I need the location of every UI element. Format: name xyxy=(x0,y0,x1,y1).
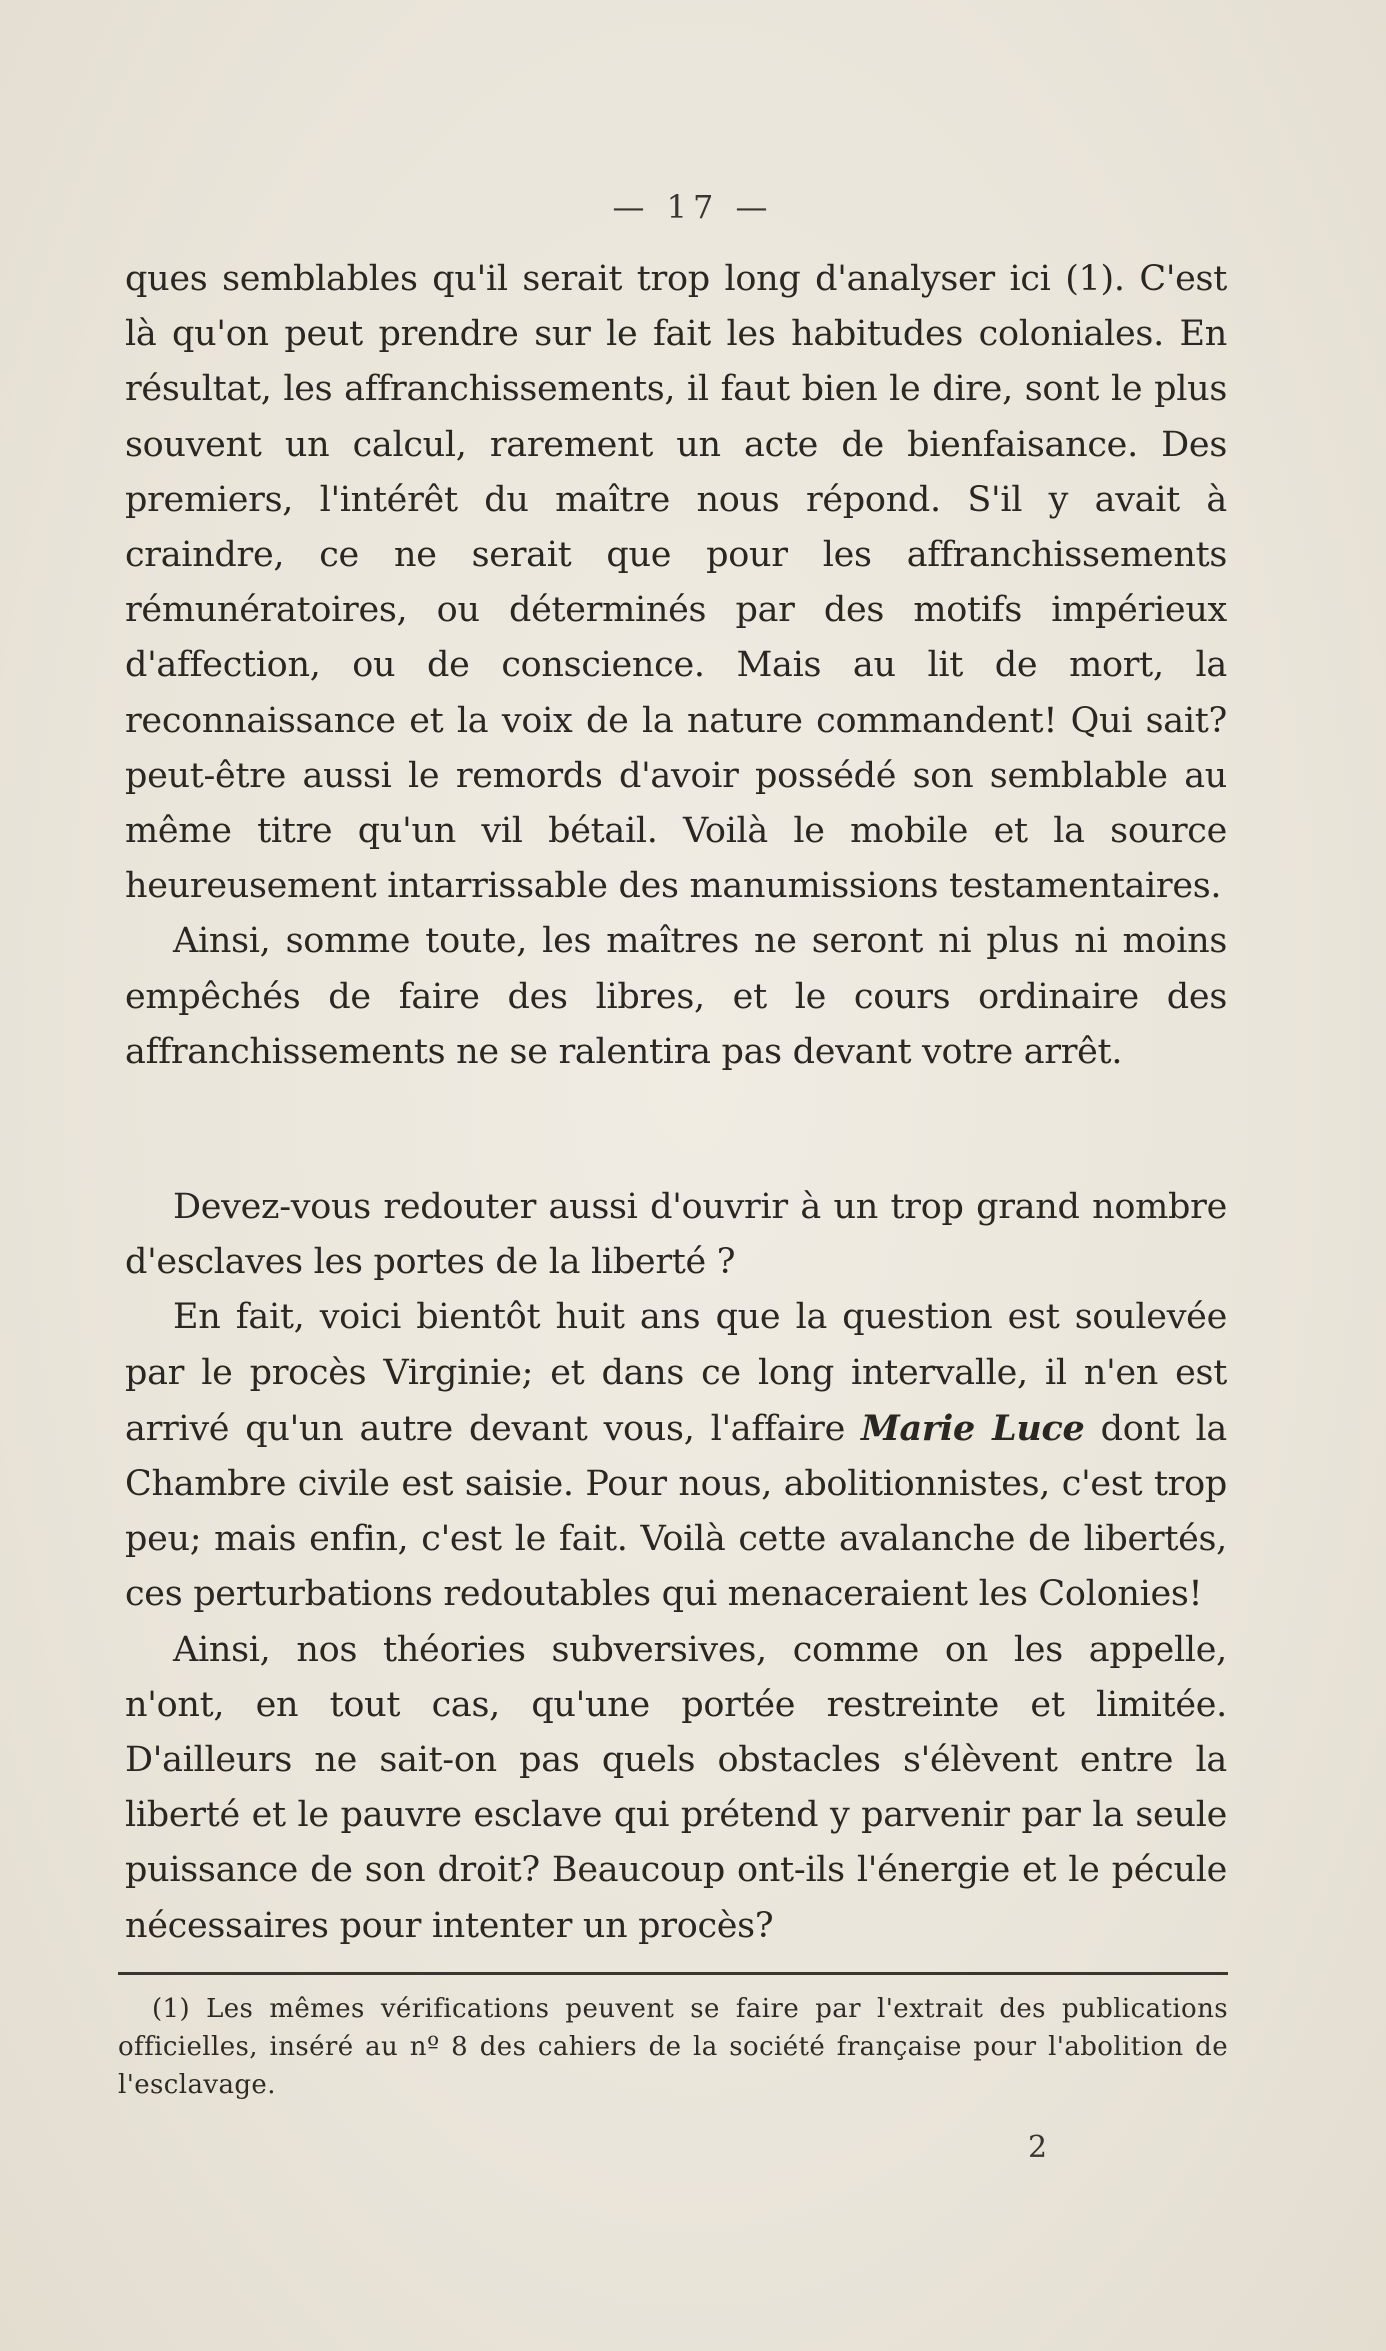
paragraph-en-fait xyxy=(125,1290,1227,1622)
paragraph-devez-vous: Devez-vous redouter aussi d'ouvrir à un trop grand nombre d'esclaves les portes de la liberté ? xyxy=(125,1187,1227,1283)
paragraph-ainsi-nos-theories: Ainsi, nos théories subversives, comme on les appelle, n'ont, en tout cas, qu'une portée restreinte et limitée. D'ailleurs ne sait-on pas quels obstacles s'élèvent entre la liberté et le pauvre esclave qui prétend y parvenir par la seule puissance de son droit? Beaucoup ont-ils l'énergie et le pécule nécessaires pour intenter un procès? xyxy=(125,1629,1227,1946)
paragraph-continuation: ques semblables qu'il serait trop long d'analyser ici (1). C'est là qu'on peut prendre sur le fait les habitudes coloniales. En résultat, les affranchissements, il faut bien le dire, sont le plus souvent un calcul, rarement un acte de bienfaisance. Des premiers, l'intérêt du maître nous répond. S'il y avait à craindre, ce ne serait que pour les affranchissements rémunératoires, ou déterminés par des motifs impérieux d'affection, ou de conscience. Mais au lit de mort, la reconnaissance et la voix de la nature commandent! Qui sait? peut-être aussi le remords d'avoir possédé son semblable au même titre qu'un vil bétail. Voilà le mobile et la source heureusement intarrissable des manumissions testamentaires. xyxy=(125,259,1227,907)
footnote-text: (1) Les mêmes vérifications peuvent se faire par l'extrait des publications officielles, inséré au nº 8 des cahiers de la société française pour l'abolition de l'esclavage. xyxy=(118,1994,1228,2100)
signature-mark: 2 xyxy=(1028,2130,1048,2165)
paragraph-ainsi-somme: Ainsi, somme toute, les maîtres ne seront ni plus ni moins empêchés de faire des libres, et le cours ordinaire des affranchissements ne se ralentira pas devant votre arrêt. xyxy=(125,921,1227,1072)
footnote-divider xyxy=(118,1972,1228,1975)
text-block-top xyxy=(125,252,1227,1080)
case-name-marie-luce: Marie Luce xyxy=(861,1407,1085,1449)
text-block-bottom xyxy=(125,1180,1227,1954)
paragraph-en-fait-start: En fait, voici bientôt huit ans que la question est soulevée par le procès Virginie; et dans ce long intervalle, il n'en est arrivé qu'un autre devant vous, l'affaire xyxy=(125,1297,1227,1449)
page-number-header: — 17 — xyxy=(612,188,774,226)
paragraph-en-fait-end: dont la Chambre civile est saisie. Pour nous, abolitionnistes, c'est trop peu; mais enfin, c'est le fait. Voilà cette avalanche de libertés, ces perturbations redoutables qui menaceraient les Colonies! xyxy=(125,1408,1227,1615)
footnote xyxy=(118,1990,1228,2104)
